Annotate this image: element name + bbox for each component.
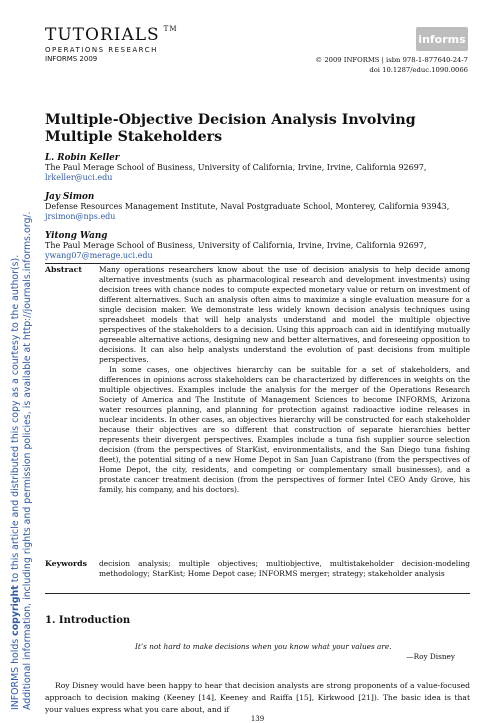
informs-logo: informs [416,27,468,51]
page-number: 139 [250,715,265,723]
author-affiliation: Defense Resources Management Institute, Naval Postgraduate School, Monterey, California 93943, [45,202,450,211]
brand-title: TUTORIALS [45,25,160,45]
author-name: Jay Simon [45,192,95,202]
abstract [45,265,470,495]
abstract-paragraph: Many operations researchers know about the use of decision analysis to help decide among alternative investments (such as pharmacological research and development investments) using decision trees with chance nodes to compute expected monetary value or return on investment of different alternatives. Such an analysis often aims to maximize a single evaluation measure for a single decision maker. We demonstrate less widely known decision analysis techniques using spreadsheet models that will help analysts understand and model the multiple objective perspectives of the stakeholders to a decision. Using this approach can aid in identifying mutually agreeable alternative actions, designing new and better alternatives, and foreseeing opposition to decisions. It can also help analysts understand the evolution of past decisions from multiple perspectives. [99,265,470,364]
copyright-sidebar [0,0,33,720]
copyright-word: copyright [10,585,21,636]
keywords-text: decision analysis; multiple objectives; multiobjective, multistakeholder decision-modeling methodology; StarKist; Home Depot case; INFORMS merger; strategy; stakeholder analysis [99,559,470,578]
brand-tm: TM [163,25,178,33]
author-email[interactable]: jrsimon@nps.edu [45,212,116,221]
intro-paragraph: Roy Disney would have been happy to hear that decision analysts are strong proponents of a value-focused approach to decision making (Keeney [14], Keeney and Raiffa [15], Kirkwood [21]). The basic idea is that your values express what you care about, and if [45,681,470,714]
copyright-isbn: © 2009 INFORMS | isbn 978-1-877640-24-7 [315,56,468,64]
abstract-top-rule [45,263,470,264]
abstract-body [99,265,470,495]
brand-subtitle: OPERATIONS RESEARCH [45,46,158,54]
author-email[interactable]: ywang07@merage.uci.edu [45,251,153,260]
paper-title: Multiple-Objective Decision Analysis Involving Multiple Stakeholders [45,112,416,145]
permissions-notice[interactable]: Additional information, including rights and permission policies, is available at http://journals.informs.org/. [22,211,33,710]
epigraph [135,642,455,662]
copyright-notice: INFORMS holds copyright to this article and distributed this copy as a courtesy to the author(s). Additional information, including rights and permission policies, is available at http://journals.informs.org/. [10,110,34,710]
keywords-label: Keywords [45,559,87,568]
keywords-bottom-rule [45,593,470,594]
publication-meta [315,55,468,75]
author-name: Yitong Wang [45,231,108,241]
abstract-paragraph: In some cases, one objectives hierarchy can be suitable for a set of stakeholders, and differences in opinions across stakeholders can be characterized by differences in weights on the multiple objectives. Examples include the analysis for the merger of the Operations Research Society of America and The Institute of Management Sciences to become INFORMS, Arizona water resources planning, and planning for protection against radioactive iodine releases in nuclear incidents. In other cases, an objectives hierarchy will be constructed for each stakeholder because their objectives are so different that construction of separate hierarchies better represents their divergent perspectives. Examples include a tuna fish supplier source selection decision (from the perspectives of StarKist, environmentalists, and the San Diego tuna fishing fleet), the potential siting of a new Home Depot in San Juan Capistrano (from the perspectives of Home Depot, the city, residents, and competing or complementary small businesses), and a prostate cancer treatment decision (from the perspectives of former Intel CEO Andy Grove, his family, his company, and his doctors). [99,365,470,494]
author-affiliation: The Paul Merage School of Business, University of California, Irvine, Irvine, California 92697, [45,241,427,250]
author [45,153,470,183]
section-heading: 1. Introduction [45,615,131,626]
author-name: L. Robin Keller [45,153,120,163]
abstract-label: Abstract [45,265,83,274]
author-list [45,153,470,270]
epigraph-attribution: —Roy Disney [406,652,455,661]
doi[interactable]: doi 10.1287/educ.1090.0066 [369,66,468,74]
author-email[interactable]: lrkeller@uci.edu [45,173,113,182]
keywords [45,559,470,579]
epigraph-quote: It’s not hard to make decisions when you know what your values are. [135,642,392,651]
author-affiliation: The Paul Merage School of Business, University of California, Irvine, Irvine, California 92697, [45,163,427,172]
journal-brand [45,25,178,63]
brand-year: INFORMS 2009 [45,55,98,63]
author [45,192,470,222]
author [45,231,470,261]
